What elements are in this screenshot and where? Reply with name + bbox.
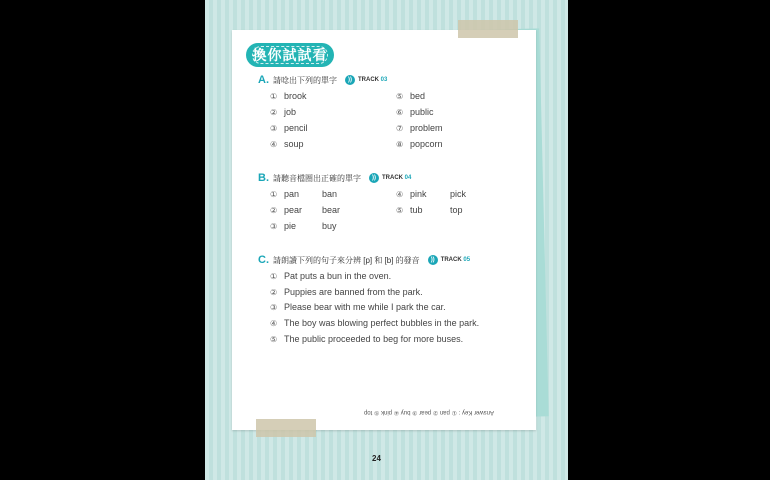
section-c-instruction: 請朗讀下列的句子來分辨 [p] 和 [b] 的發音 bbox=[273, 255, 420, 265]
track-05-button[interactable] bbox=[428, 255, 470, 265]
list-item: ① pan bbox=[270, 189, 300, 199]
track-label: TRACK bbox=[440, 257, 462, 263]
list-item: ① Pat puts a bun in the oven. bbox=[270, 271, 392, 281]
list-item: ⑤ tub bbox=[396, 205, 423, 215]
page-number: 24 bbox=[372, 454, 381, 463]
track-label: TRACK bbox=[382, 175, 403, 181]
list-item: ② pear bbox=[270, 205, 303, 215]
option-word: top bbox=[450, 205, 463, 215]
list-item: ④ soup bbox=[270, 139, 304, 149]
list-item: ④ pink bbox=[396, 189, 427, 199]
list-item: ⑤ bed bbox=[396, 91, 426, 101]
option-word: bear bbox=[322, 205, 341, 215]
option-word: pick bbox=[450, 189, 467, 199]
track-number: 03 bbox=[380, 77, 388, 83]
list-item: ③ pencil bbox=[270, 123, 308, 133]
track-label: TRACK bbox=[358, 77, 379, 83]
track-number: 04 bbox=[404, 175, 412, 181]
list-item: ⑦ problem bbox=[396, 123, 443, 133]
list-item: ⑤ The public proceeded to beg for more buses. bbox=[270, 334, 464, 344]
track-number: 05 bbox=[463, 257, 471, 263]
list-item: ① brook bbox=[270, 91, 307, 101]
audio-icon: )) bbox=[345, 75, 355, 85]
page-title: 換你試試看 bbox=[246, 43, 334, 67]
section-a-header bbox=[258, 74, 387, 86]
section-b-header bbox=[258, 172, 411, 184]
track-03-button[interactable] bbox=[345, 75, 387, 85]
option-word: buy bbox=[322, 221, 337, 231]
audio-icon: )) bbox=[369, 173, 379, 183]
section-c-letter: C. bbox=[258, 254, 269, 266]
section-b-instruction: 請聽音檔圈出正確的單字 bbox=[273, 173, 361, 183]
tape-bottom bbox=[256, 419, 316, 437]
list-item: ⑥ public bbox=[396, 107, 434, 117]
section-a-instruction: 請唸出下列的單字 bbox=[273, 75, 337, 85]
section-a-letter: A. bbox=[258, 74, 269, 86]
list-item: ⑧ popcorn bbox=[396, 139, 443, 149]
audio-icon: )) bbox=[428, 255, 438, 265]
tape-top bbox=[458, 20, 518, 38]
track-04-button[interactable] bbox=[369, 173, 411, 183]
list-item: ③ pie bbox=[270, 221, 297, 231]
section-b-letter: B. bbox=[258, 172, 269, 184]
list-item: ③ Please bear with me while I park the car. bbox=[270, 302, 446, 312]
list-item: ② Puppies are banned from the park. bbox=[270, 287, 423, 297]
answer-key-upside-down: Answer Key : ① pan ② pear ③ buy ④ pink ⑤ top bbox=[364, 409, 494, 415]
option-word: ban bbox=[322, 189, 338, 199]
list-item: ④ The boy was blowing perfect bubbles in the park. bbox=[270, 318, 480, 328]
section-c-header bbox=[258, 254, 470, 266]
list-item: ② job bbox=[270, 107, 297, 117]
